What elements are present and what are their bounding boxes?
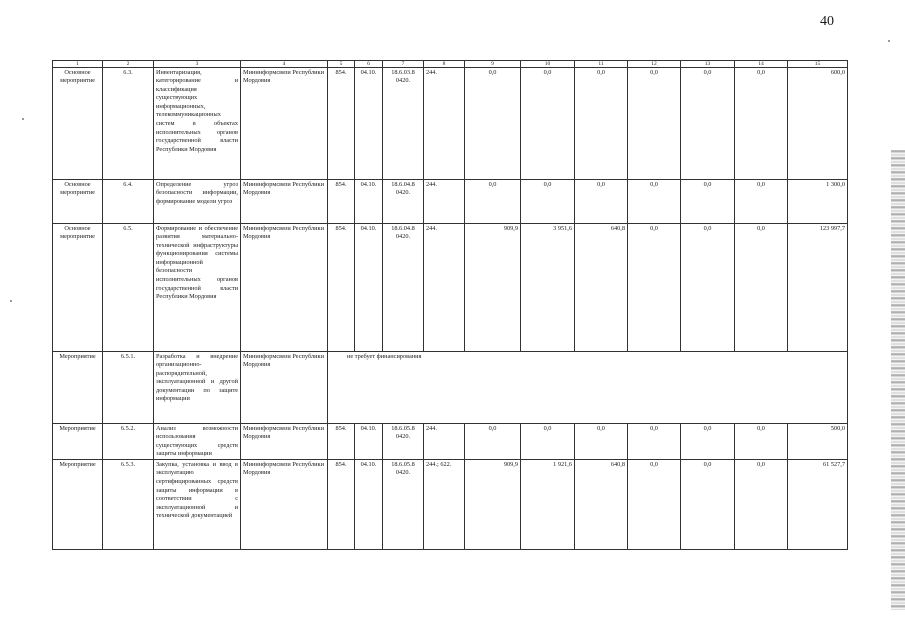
- row-value: 0,0: [681, 68, 735, 180]
- row-value: 0,0: [681, 460, 735, 550]
- row-csr: 18.6.04.8 0420.: [383, 224, 424, 352]
- row-value: 0,0: [735, 224, 788, 352]
- table-row: [53, 352, 848, 424]
- table-row: [53, 68, 848, 180]
- col-header: 10: [521, 61, 575, 68]
- row-value: 909,9: [465, 460, 521, 550]
- col-header: 5: [328, 61, 355, 68]
- row-csr: 18.6.04.8 0420.: [383, 180, 424, 224]
- row-value: 0,0: [521, 68, 575, 180]
- scan-edge-artifact: [891, 150, 905, 610]
- row-executor: Мининформсвязи Республики Мордовия: [241, 224, 328, 352]
- col-header: 11: [575, 61, 628, 68]
- row-total: 600,0: [788, 68, 848, 180]
- row-vr: 244.: [424, 180, 465, 224]
- empty-cell: [328, 352, 848, 424]
- row-value: 640,8: [575, 460, 628, 550]
- row-grbs: 854.: [328, 460, 355, 550]
- row-name: Формирование и обеспечение развития материально-технической инфраструктуры функционирования системы информационной безопасности исполнительных органов государственной власти Республики Мордовия: [154, 224, 241, 352]
- row-executor: Мининформсвязи Республики Мордовия: [241, 68, 328, 180]
- scan-speck: [888, 40, 890, 42]
- row-value: 0,0: [681, 224, 735, 352]
- row-value: 0,0: [465, 424, 521, 460]
- row-type: Мероприятие: [53, 424, 103, 460]
- row-grbs: 854.: [328, 424, 355, 460]
- row-value: 0,0: [628, 180, 681, 224]
- row-value: 909,9: [465, 224, 521, 352]
- col-header: 4: [241, 61, 328, 68]
- row-code: 6.3.: [103, 68, 154, 180]
- row-code: 6.5.1.: [103, 352, 154, 424]
- row-value: 1 921,6: [521, 460, 575, 550]
- row-vr: 244.; 622.: [424, 460, 465, 550]
- row-rzpr: 04.10.: [355, 180, 383, 224]
- row-vr: 244.: [424, 68, 465, 180]
- row-executor: [241, 352, 422, 424]
- row-rzpr: 04.10.: [355, 68, 383, 180]
- row-type: Основное мероприятие: [53, 180, 103, 224]
- row-vr: 244.: [424, 424, 465, 460]
- row-code: 6.5.3.: [103, 460, 154, 550]
- budget-table: [52, 60, 848, 550]
- row-value: 0,0: [628, 68, 681, 180]
- col-header: 6: [355, 61, 383, 68]
- col-header: 2: [103, 61, 154, 68]
- row-csr: 18.6.05.8 0420.: [383, 460, 424, 550]
- row-total: 1 300,0: [788, 180, 848, 224]
- row-executor: Мининформсвязи Республики Мордовия: [241, 460, 328, 550]
- table-row: [53, 424, 848, 460]
- row-name: Определение угроз безопасности информации, формирование модели угроз: [154, 180, 241, 224]
- row-name: Разработка и внедрение организационно-распорядительной, эксплуатационной и другой документации по защите информации: [154, 352, 241, 424]
- row-type: Основное мероприятие: [53, 68, 103, 180]
- row-name: Закупка, установка и ввод в эксплуатацию сертифицированных средств защиты информации в соответствии с эксплуатационной и технической документацией: [154, 460, 241, 550]
- row-rzpr: 04.10.: [355, 460, 383, 550]
- row-total: 61 527,7: [788, 460, 848, 550]
- row-value: 0,0: [575, 424, 628, 460]
- row-value: 0,0: [681, 180, 735, 224]
- row-type: Мероприятие: [53, 352, 103, 424]
- row-value: 0,0: [521, 424, 575, 460]
- col-header: 13: [681, 61, 735, 68]
- row-value: 3 951,6: [521, 224, 575, 352]
- row-grbs: 854.: [328, 68, 355, 180]
- row-total: 500,0: [788, 424, 848, 460]
- row-value: 0,0: [521, 180, 575, 224]
- row-code: 6.4.: [103, 180, 154, 224]
- row-value: 0,0: [735, 180, 788, 224]
- row-executor: Мининформсвязи Республики Мордовия: [241, 180, 328, 224]
- row-value: 0,0: [735, 68, 788, 180]
- col-header: 9: [465, 61, 521, 68]
- row-value: 0,0: [465, 68, 521, 180]
- row-code: 6.5.2.: [103, 424, 154, 460]
- table-row: [53, 180, 848, 224]
- row-value: 0,0: [465, 180, 521, 224]
- row-executor: Мининформсвязи Республики Мордовия: [241, 424, 328, 460]
- row-value: 0,0: [628, 424, 681, 460]
- row-csr: 18.6.05.8 0420.: [383, 424, 424, 460]
- row-value: 0,0: [628, 460, 681, 550]
- col-header: 1: [53, 61, 103, 68]
- row-value: 0,0: [628, 224, 681, 352]
- row-value: 0,0: [575, 180, 628, 224]
- row-name: Анализ возможности использования существующих средств защиты информации: [154, 424, 241, 460]
- row-code: 6.5.: [103, 224, 154, 352]
- row-name: Инвентаризация, категорирование и классификация существующих информационных, телекоммуникационных систем в объектах исполнительных органов государственной власти Республики Мордовия: [154, 68, 241, 180]
- col-header: 7: [383, 61, 424, 68]
- table-row: [53, 460, 848, 550]
- row-type: Мероприятие: [53, 460, 103, 550]
- row-value: 0,0: [575, 68, 628, 180]
- scan-speck: [22, 118, 24, 120]
- col-header: 15: [788, 61, 848, 68]
- col-header: 14: [735, 61, 788, 68]
- executor-wrap: [243, 352, 422, 369]
- page-number: 40: [820, 14, 834, 29]
- row-total: 123 997,7: [788, 224, 848, 352]
- row-rzpr: 04.10.: [355, 424, 383, 460]
- col-header: 3: [154, 61, 241, 68]
- row-rzpr: 04.10.: [355, 224, 383, 352]
- no-funding-note: не требует финансирования: [347, 352, 422, 360]
- scan-speck: [10, 300, 12, 302]
- row-executor-text: Мининформсвязи Республики Мордовия: [243, 352, 324, 369]
- row-grbs: 854.: [328, 224, 355, 352]
- col-header: 12: [628, 61, 681, 68]
- row-value: 0,0: [681, 424, 735, 460]
- col-header: 8: [424, 61, 465, 68]
- column-number-row: [53, 61, 848, 68]
- row-vr: 244.: [424, 224, 465, 352]
- row-value: 0,0: [735, 460, 788, 550]
- row-value: 640,8: [575, 224, 628, 352]
- row-value: 0,0: [735, 424, 788, 460]
- row-csr: 18.6.03.8 0420.: [383, 68, 424, 180]
- row-type: Основное мероприятие: [53, 224, 103, 352]
- table-row: [53, 224, 848, 352]
- row-grbs: 854.: [328, 180, 355, 224]
